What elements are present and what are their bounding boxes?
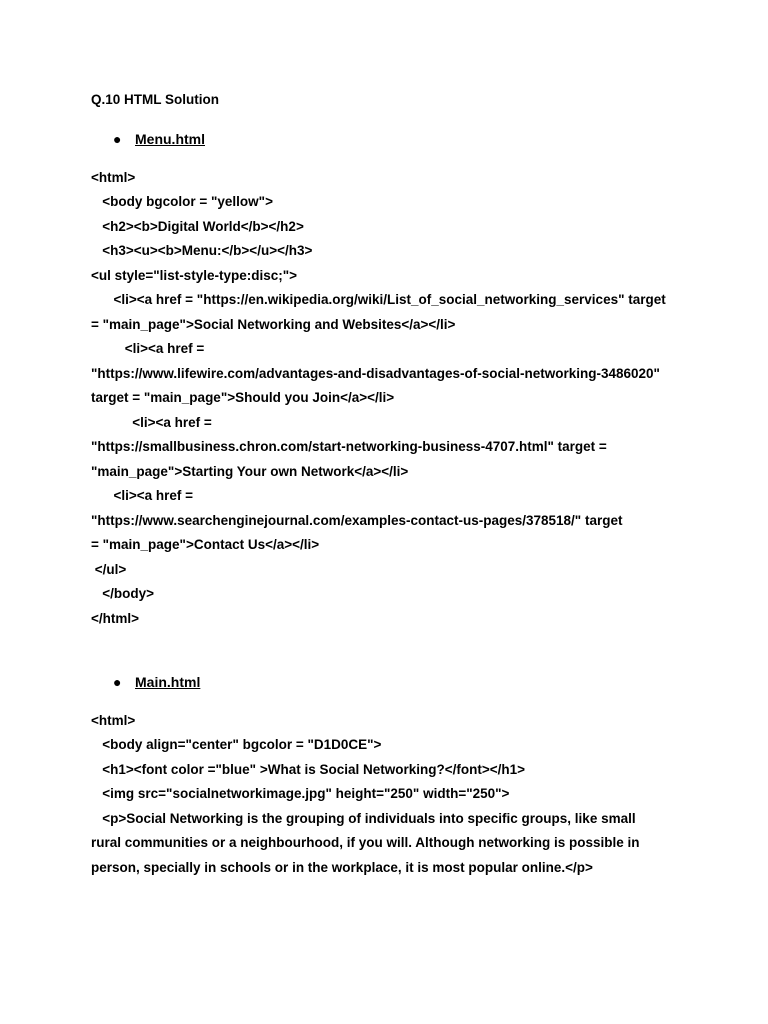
section-heading-main (113, 674, 200, 690)
code-line: "https://www.lifewire.com/advantages-and-disadvantages-of-social-networking-3486020" (91, 366, 660, 381)
code-line: <p>Social Networking is the grouping of individuals into specific groups, like small (91, 811, 636, 826)
code-line: </html> (91, 611, 140, 626)
section-heading-menu (113, 131, 205, 147)
section-heading-label: Main.html (135, 674, 201, 690)
code-line: </ul> (91, 562, 127, 577)
code-line: </body> (91, 586, 155, 601)
code-line: <img src="socialnetworkimage.jpg" height="250" width="250"> (91, 786, 510, 801)
code-line: <li><a href = (91, 415, 212, 430)
code-line: = "main_page">Social Networking and Websites</a></li> (91, 317, 456, 332)
code-line: <h1><font color ="blue" >What is Social Networking?</font></h1> (91, 762, 526, 777)
code-line: <html> (91, 713, 136, 728)
code-line: <li><a href = (91, 341, 205, 356)
code-line: <body align="center" bgcolor = "D1D0CE"> (91, 737, 382, 752)
bullet-icon: ● (113, 674, 122, 690)
code-line: person, specially in schools or in the workplace, it is most popular online.</p> (91, 860, 593, 875)
code-line: <ul style="list-style-type:disc;"> (91, 268, 298, 283)
section-heading-label: Menu.html (135, 131, 205, 147)
code-line: target = "main_page">Should you Join</a></li> (91, 390, 395, 405)
code-line: "https://www.searchenginejournal.com/examples-contact-us-pages/378518/" target (91, 513, 623, 528)
code-line: <body bgcolor = "yellow"> (91, 194, 273, 209)
code-line: "https://smallbusiness.chron.com/start-networking-business-4707.html" target = (91, 439, 607, 454)
code-line: rural communities or a neighbourhood, if you will. Although networking is possible in (91, 835, 640, 850)
code-line: <li><a href = "https://en.wikipedia.org/wiki/List_of_social_networking_services" target (91, 292, 666, 307)
bullet-icon: ● (113, 131, 122, 147)
code-line: "main_page">Starting Your own Network</a></li> (91, 464, 409, 479)
code-line: <li><a href = (91, 488, 194, 503)
code-line: = "main_page">Contact Us</a></li> (91, 537, 320, 552)
code-line: <html> (91, 170, 136, 185)
code-line: <h2><b>Digital World</b></h2> (91, 219, 304, 234)
document-title: Q.10 HTML Solution (91, 92, 219, 107)
code-line: <h3><u><b>Menu:</b></u></h3> (91, 243, 313, 258)
